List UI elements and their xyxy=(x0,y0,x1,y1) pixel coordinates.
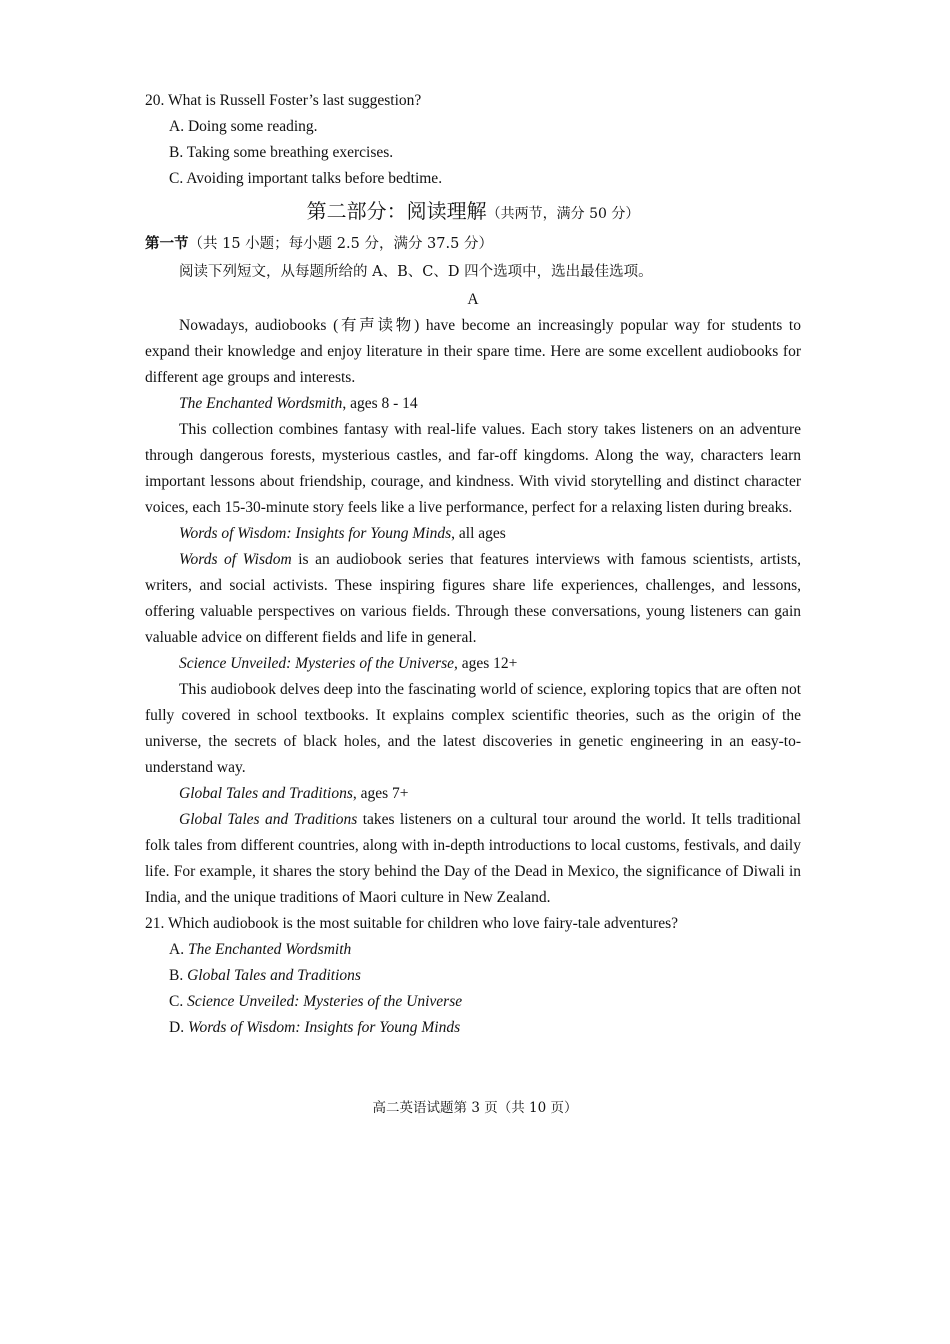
book-3-title: Science Unveiled: Mysteries of the Universe xyxy=(179,655,455,672)
q20-option-c: C. Avoiding important talks before bedtime. xyxy=(169,170,443,187)
book-3-ages: , ages 12+ xyxy=(454,655,518,672)
q21-option-b xyxy=(145,963,801,989)
book-2-ages: , all ages xyxy=(451,525,506,542)
book-1-title: The Enchanted Wordsmith xyxy=(179,395,343,412)
q20-stem: 20. What is Russell Foster’s last suggestion? xyxy=(145,92,422,109)
q20-option-b: B. Taking some breathing exercises. xyxy=(169,144,394,161)
section1-note: （共 15 小题；每小题 2.5 分，满分 37.5 分） xyxy=(188,236,493,252)
part2-title-note: （共两节，满分 50 分） xyxy=(486,206,640,222)
q21-option-c-text: Science Unveiled: Mysteries of the Universe xyxy=(187,993,463,1010)
q21-option-b-letter: B. xyxy=(169,967,188,984)
part2-title-text: 第二部分：阅读理解 xyxy=(306,199,487,223)
book-1-description: This collection combines fantasy with real-life values. Each story takes listeners on an adventure through dangerous forests, mysterious castles, and far-off kingdoms. Along the way, characters learn important lessons about friendship, courage, and kindness. With vivid storytelling and distinct character voices, each 15-30-minute story feels like a live performance, perfect for a relaxing listen during breaks. xyxy=(145,421,801,516)
page-footer: 高二英语试题第 3 页（共 10 页） xyxy=(372,1100,578,1116)
q21-option-a-letter: A. xyxy=(169,941,188,958)
q21-stem: 21. Which audiobook is the most suitable for children who love fairy-tale adventures? xyxy=(145,915,679,932)
book-2-lead-title: Words of Wisdom xyxy=(179,551,292,568)
passage-intro: Nowadays, audiobooks (有声读物) have become an increasingly popular way for students to expand their knowledge and enjoy literature in their spare time. Here are some excellent audiobooks for different age groups and interests. xyxy=(145,317,801,386)
book-3-heading xyxy=(145,651,801,677)
q21-option-a-text: The Enchanted Wordsmith xyxy=(187,941,352,958)
q21-option-c xyxy=(145,989,801,1015)
book-2-desc-text: is an audiobook series that features interviews with famous scientists, artists, writers, and social activists. These inspiring figures share life experiences, challenges, and lessons, offering valuable perspectives on various fields. Through these conversations, young listeners can gain valuable advice on different fields and life in general. xyxy=(145,551,801,646)
page-content xyxy=(145,88,801,1041)
q21-option-d-text: Words of Wisdom: Insights for Young Minds xyxy=(187,1019,461,1036)
q21-option-c-letter: C. xyxy=(169,993,188,1010)
q21-option-d-letter: D. xyxy=(169,1019,188,1036)
section1-heading xyxy=(145,231,801,257)
q20-option-a: A. Doing some reading. xyxy=(169,118,318,135)
book-2-title: Words of Wisdom: Insights for Young Minds xyxy=(179,525,452,542)
q21-option-a xyxy=(145,937,801,963)
book-1-heading xyxy=(145,391,801,417)
book-2-heading xyxy=(145,521,801,547)
book-4-desc-text: takes listeners on a cultural tour around the world. It tells traditional folk tales from different countries, along with in-depth introductions to local customs, festivals, and daily life. For example, it shares the story behind the Day of the Dead in Mexico, the significance of Diwali in India, and the unique traditions of Maori culture in New Zealand. xyxy=(145,811,801,906)
book-4-lead-title: Global Tales and Traditions xyxy=(179,811,358,828)
book-4-description xyxy=(145,807,801,911)
book-4-title: Global Tales and Traditions xyxy=(179,785,353,802)
book-1-ages: , ages 8 - 14 xyxy=(342,395,418,412)
reading-instruction: 阅读下列短文，从每题所给的 A、B、C、D 四个选项中，选出最佳选项。 xyxy=(179,264,653,280)
passage-letter: A xyxy=(467,291,479,308)
book-4-heading xyxy=(145,781,801,807)
book-4-ages: , ages 7+ xyxy=(352,785,409,802)
book-2-description xyxy=(145,547,801,651)
book-3-description: This audiobook delves deep into the fascinating world of science, exploring topics that are often not fully covered in school textbooks. It explains complex scientific theories, such as the origin of the universe, the secrets of black holes, and the latest discoveries in genetic engineering in an easy-to-understand way. xyxy=(145,681,801,776)
part2-title xyxy=(145,194,801,231)
q21-option-d xyxy=(145,1015,801,1041)
section1-label: 第一节 xyxy=(145,236,189,252)
q21-option-b-text: Global Tales and Traditions xyxy=(187,967,361,984)
